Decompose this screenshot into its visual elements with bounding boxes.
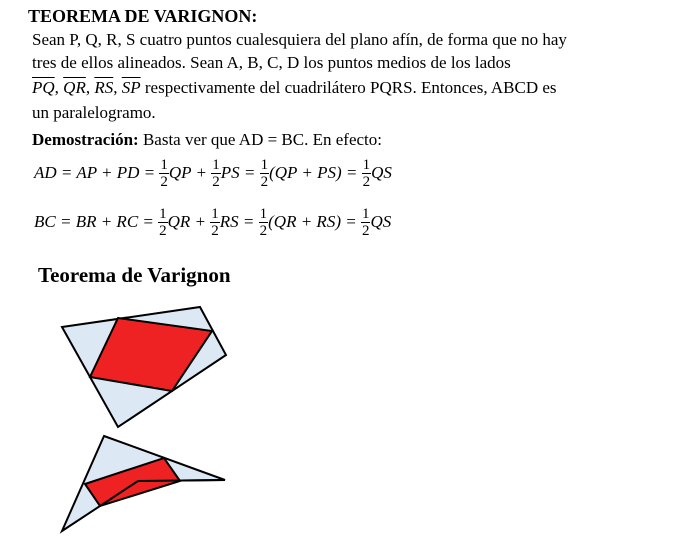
eq1-frac-3-num: 1 (260, 157, 269, 173)
side-rs: $\overline{RS}$ (94, 78, 114, 97)
eq1-term-3: (QP + PS) = (269, 162, 358, 182)
eq1-term-2: PS = (220, 162, 256, 182)
side-pq: $\overline{PQ}$ (32, 78, 55, 97)
eq2-frac-3-num: 1 (259, 206, 268, 222)
proof-text: Basta ver que AD = BC. En efecto: (138, 130, 382, 149)
eq1-frac-4-num: 1 (362, 157, 371, 173)
eq1-frac-2-num: 1 (212, 157, 220, 173)
statement-line-1: Sean P, Q, R, S cuatro puntos cualesquiera del plano afín, de forma que no hay (32, 30, 567, 49)
statement-line-3: $\overline{PQ}$, $\overline{QR}$, $\overline{RS}$, $\overline{SP}$ respectivamente del cuadrilátero PQRS. Entonces, ABCD es (32, 78, 557, 97)
eq2-frac-4-den: 2 (361, 223, 370, 239)
eq1-term-1: QP + (168, 162, 207, 182)
eq2-frac-2-den: 2 (211, 223, 219, 239)
eq2-lhs: BC = BR + RC = (34, 211, 154, 231)
eq1-frac-1-num: 1 (160, 157, 168, 173)
statement-line-4: un paralelogramo. (32, 103, 156, 122)
eq2-term-2: RS = (219, 211, 255, 231)
eq1-frac-4-den: 2 (362, 174, 371, 190)
eq2-frac-3-den: 2 (259, 223, 268, 239)
figure-title: Teorema de Varignon (38, 263, 231, 287)
eq1-frac-3-den: 2 (260, 174, 269, 190)
eq2-frac-2-num: 1 (211, 206, 219, 222)
eq2-frac-4-num: 1 (361, 206, 370, 222)
side-qr: $\overline{QR}$ (63, 78, 86, 97)
theorem-heading: TEOREMA DE VARIGNON: (28, 6, 258, 26)
statement-line-3-rest: respectivamente del cuadrilátero PQRS. Entonces, ABCD es (144, 78, 557, 97)
eq1-frac-1-den: 2 (160, 174, 168, 190)
eq1-frac-2-den: 2 (212, 174, 220, 190)
concave-edge-overlay (138, 480, 225, 481)
eq2-term-4: QS (370, 211, 392, 231)
statement-line-2: tres de ellos alineados. Sean A, B, C, D los puntos medios de los lados (32, 53, 511, 72)
eq2-term-1: QR + (167, 211, 207, 231)
proof-label: Demostración: (32, 130, 139, 149)
eq1-term-4: QS (371, 162, 392, 182)
eq2-frac-1-den: 2 (159, 223, 167, 239)
eq1-lhs: AD = AP + PD = (34, 162, 156, 182)
eq2-term-3: (QR + RS) = (268, 211, 357, 231)
eq2-frac-1-num: 1 (159, 206, 167, 222)
side-sp: $\overline{SP}$ (121, 78, 141, 97)
